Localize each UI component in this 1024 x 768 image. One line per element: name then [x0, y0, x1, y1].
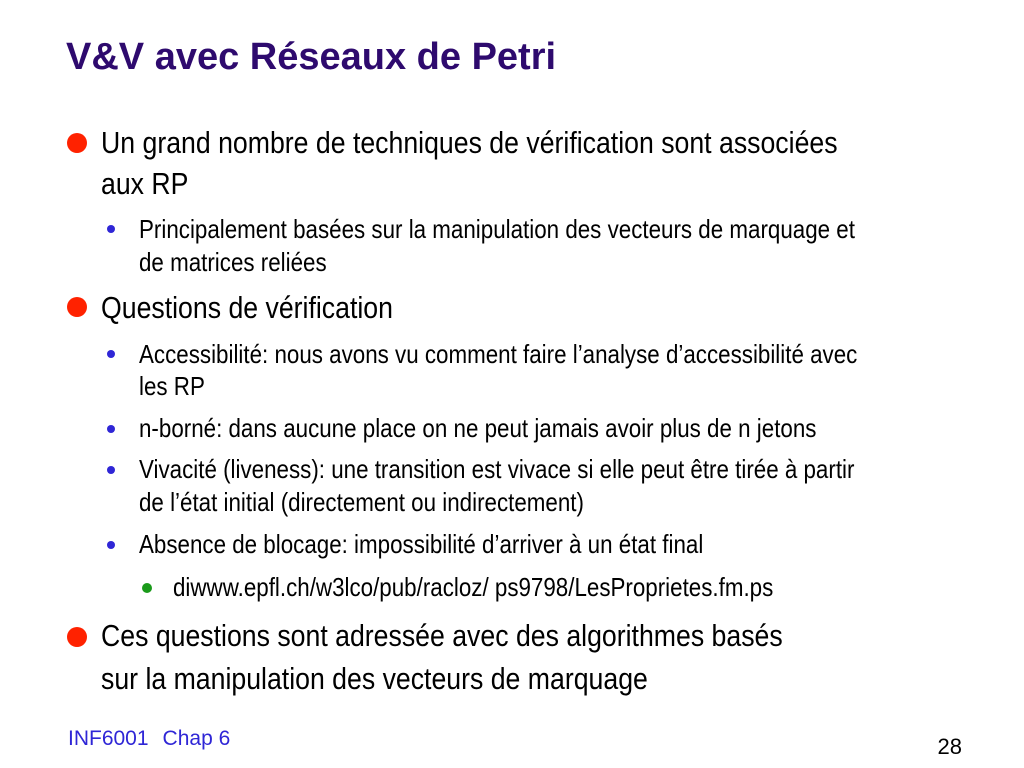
bullet-icon — [107, 225, 115, 233]
bullet-icon — [107, 350, 115, 358]
bullet-link[interactable]: diwww.epfl.ch/w3lco/pub/racloz/ ps9798/LesProprietes.fm.ps — [173, 572, 774, 602]
bullet-text-line: Principalement basées sur la manipulation des vecteurs de marquage et — [139, 214, 855, 244]
bullet-text-line: Accessibilité: nous avons vu comment faire l’analyse d’accessibilité avec — [139, 339, 858, 369]
bullet-icon — [67, 133, 87, 153]
bullet-icon — [107, 466, 115, 474]
bullet-text-line: Questions de vérification — [101, 290, 393, 325]
bullet-text-line: Ces questions sont adressée avec des algorithmes basés — [101, 618, 783, 653]
bullet-text-line: de l’état initial (directement ou indirectement) — [139, 487, 584, 517]
bullet-text-line: n-borné: dans aucune place on ne peut jamais avoir plus de n jetons — [139, 413, 817, 443]
bullet-text-line: Vivacité (liveness): une transition est vivace si elle peut être tirée à partir — [139, 454, 855, 484]
footer — [68, 727, 244, 751]
bullet-icon — [67, 297, 87, 317]
slide-number: 28 — [937, 734, 962, 759]
bullet-icon — [67, 627, 87, 647]
bullet-text-line: aux RP — [101, 166, 189, 201]
bullet-text-line: sur la manipulation des vecteurs de marquage — [101, 661, 648, 696]
bullet-text-line: Un grand nombre de techniques de vérification sont associées — [101, 125, 838, 160]
footer-course: INF6001 — [68, 727, 149, 750]
footer-chapter: Chap 6 — [162, 727, 231, 750]
bullet-text-line: de matrices reliées — [139, 247, 327, 277]
bullet-text-line: les RP — [139, 371, 205, 401]
bullet-icon — [107, 425, 115, 433]
bullet-icon — [142, 583, 152, 593]
bullet-text-line: Absence de blocage: impossibilité d’arriver à un état final — [139, 529, 704, 559]
slide-title: V&V avec Réseaux de Petri — [66, 36, 557, 78]
bullet-icon — [107, 541, 115, 549]
